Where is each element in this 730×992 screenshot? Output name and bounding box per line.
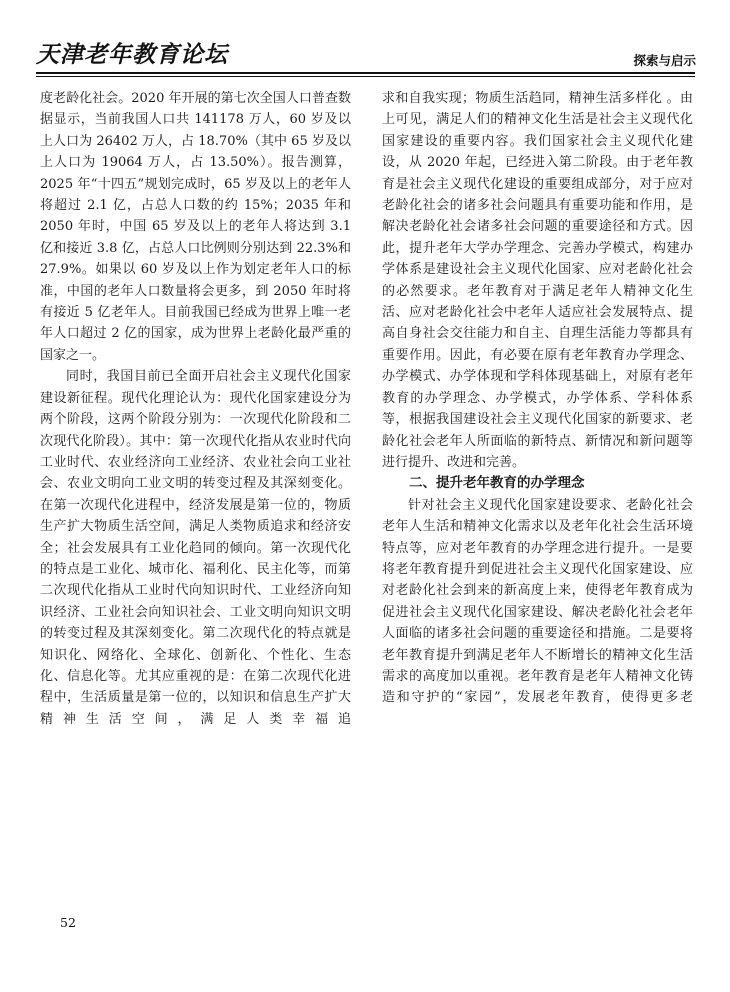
header-rule-thin xyxy=(36,76,695,77)
paragraph-philosophy: 针对社会主义现代化国家建设要求、老龄化社会老年人生活和精神文化需求以及老年化社会生活环境特点等，应对老年教育的办学理念进行提升。一是要将老年教育提升到促进社会主义现代化国家建设、应对老龄化社会到来的新高度上来，使得老年教育成为促进社会主义现代化国家建设、解决老龄化社会老年人面临的诸多社会问题的重要途径和措施。二是要将老年教育提升到满足老年人不断增长的精神文化生活需求的高度加以重视。老年教育是老年人精神文化铸造和守护的“家园”，发展老年教育，使得更多老 xyxy=(382,497,693,706)
left-column xyxy=(40,88,351,888)
paragraph-modernization: 同时，我国目前已全面开启社会主义现代化国家建设新征程。现代化理论认为：现代化国家建设分为两个阶段，这两个阶段分别为：一次现代化阶段和二次现代化阶段）。其中：第一次现代化指从农业时代向工业时代、农业经济向工业经济、农业社会向工业社会、农业文明向工业文明的转变过程及其深刻变化。在第一次现代化进程中，经济发展是第一位的，物质生产扩大物质生活空间，满足人类物质追求和经济安全；社会发展具有工业化趋同的倾向。第一次现代化的特点是工业化、城市化、福利化、民主化等，而第二次现代化指从工业时代向知识时代、工业经济向知识经济、工业社会向知识社会、工业文明向知识文明的转变过程及其深刻变化。第二次现代化的特点就是知识化、网络化、全球化、创新化、个性化、生态化、信息化等。尤其应重视的是：在第二次现代化进程中，生活质量是第一位的，以知识和信息生产扩大精神生活空间，满足人类幸福追 xyxy=(40,369,351,727)
page-number: 52 xyxy=(60,915,76,930)
page-header xyxy=(0,0,730,80)
paragraph-continued: 度老龄化社会。2020 年开展的第七次全国人口普查数据显示，当前我国人口共 141178 万人，60 岁及以上人口为 26402 万人，占 18.70%（其中 65 岁及以上人口为 19064 万人，占 13.50%）。报告测算，2025 年“十四五”规划完成时，65 岁及以上的老年人将超过 2.1 亿，占总人口数的约 15%；2035 年和 2050 年时，中国 65 岁及以上的老年人将达到 3.1 亿和接近 3.8 亿，占总人口比例则分别达到 22.3%和 27.9%。如果以 60 岁及以上作为划定老年人口的标准，中国的老年人口数量将会更多，到 2050 年时将有接近 5 亿老年人。目前我国已经成为世界上唯一老年人口超过 2 亿的国家，成为世界上老龄化最严重的国家之一。 xyxy=(40,91,351,363)
right-column xyxy=(382,88,693,888)
section-heading: 二、提升老年教育的办学理念 xyxy=(409,475,585,492)
journal-logo: 天津老年教育论坛 xyxy=(36,41,228,68)
paragraph-continued-right: 求和自我实现；物质生活趋同，精神生活多样化 。由上可见，满足人们的精神文化生活是社会主义现代化国家建设的重要内容。我们国家社会主义现代化建设，从 2020 年起，已经进入第二阶段。由于老年教育是社会主义现代化建设的重要组成部分，对于应对老龄化社会的诸多社会问题具有重要功能和作用，是解决老龄化社会诸多社会问题的重要途径和方式。因此，提升老年大学办学理念、完善办学模式，构建办学体系是建设社会主义现代化国家、应对老龄化社会的必然要求。老年教育对于满足老年人精神文化生活、应对老龄化社会中老年人适应社会发展特点、提高自身社会交往能力和自主、自理生活能力等都具有重要作用。因此，有必要在原有老年教育办学理念、办学模式、办学体现和学科体现基础上，对原有老年教育的办学理念、办学模式，办学体系、学科体系等，根据我国建设社会主义现代化国家的新要求、老龄化社会老年人所面临的新特点、新情况和新问题等进行提升、改进和完善。 xyxy=(382,91,693,470)
section-label: 探索与启示 xyxy=(633,53,696,68)
header-rule-thick xyxy=(36,72,695,74)
